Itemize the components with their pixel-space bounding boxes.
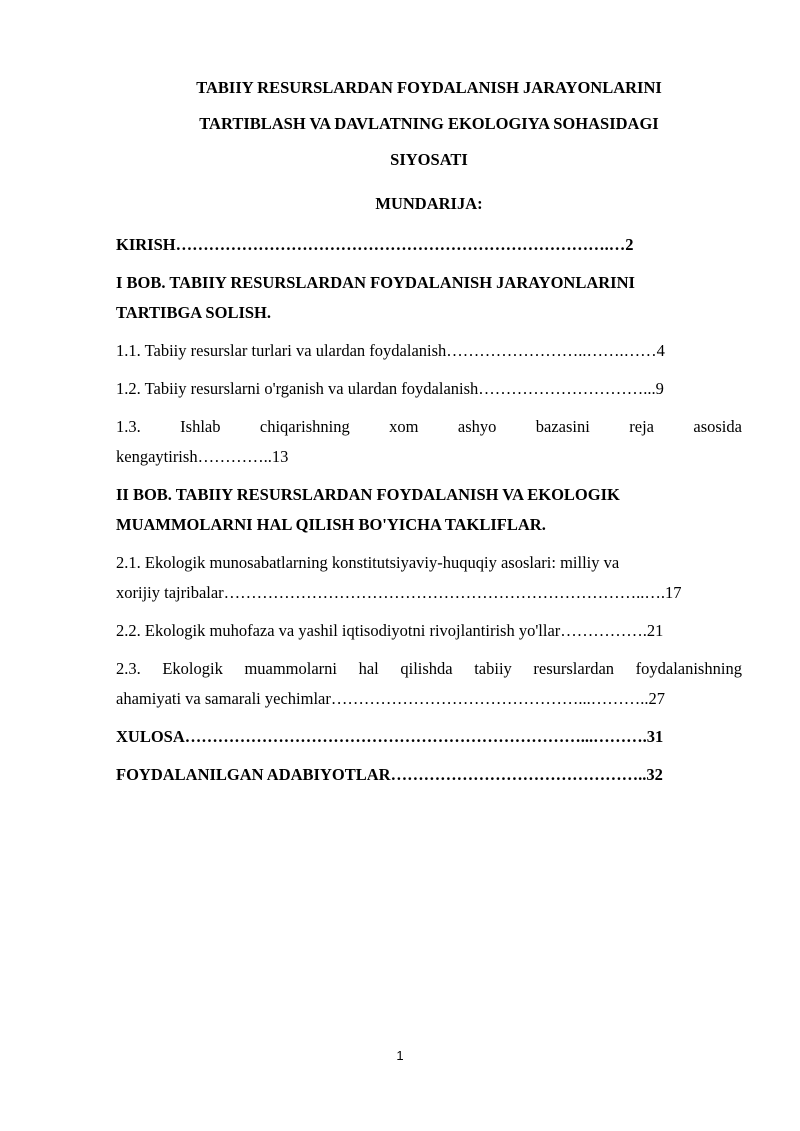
toc-entry-2-3 <box>116 654 742 714</box>
title-line-3: SIYOSATI <box>390 150 468 169</box>
word: chiqarishning <box>259 417 350 436</box>
word: ashyo <box>457 417 497 436</box>
word: tabiiy <box>474 659 512 678</box>
toc-entry-references: FOYDALANILGAN ADABIYOTLAR………………………………………..32 <box>116 765 663 784</box>
toc-entry-intro: KIRISH…………………………………………………………………….…2 <box>116 235 634 254</box>
word: 2.3. <box>116 659 141 678</box>
chapter-1-line-1: I BOB. TABIIY RESURSLARDAN FOYDALANISH JARAYONLARINI <box>116 273 635 292</box>
chapter-1-line-2: TARTIBGA SOLISH. <box>116 303 272 322</box>
word: qilishda <box>400 659 453 678</box>
word: Ekologik <box>162 659 223 678</box>
word: Ishlab <box>180 417 221 436</box>
toc-entry-1-1: 1.1. Tabiiy resurslar turlari va ulardan foydalanish……………………..…….……4 <box>116 341 665 360</box>
toc-entry-2-2: 2.2. Ekologik muhofaza va yashil iqtisodiyotni rivojlantirish yo'llar…………….21 <box>116 621 664 640</box>
toc-entry-1-2: 1.2. Tabiiy resurslarni o'rganish va ulardan foydalanish…………………………...9 <box>116 379 664 398</box>
word: resurslardan <box>533 659 615 678</box>
word: 1.3. <box>116 417 141 436</box>
toc-entry-2-3-line-1 <box>116 654 742 684</box>
toc-chapter-1 <box>116 268 742 328</box>
toc-entry-1-3 <box>116 412 742 472</box>
word: foydalanishning <box>635 659 742 678</box>
word: asosida <box>693 417 742 436</box>
word: xom <box>389 417 419 436</box>
toc-entry-1-3-line-2: kengaytirish…………..13 <box>116 447 289 466</box>
word: bazasini <box>535 417 590 436</box>
chapter-2-line-1: II BOB. TABIIY RESURSLARDAN FOYDALANISH VA EKOLOGIK <box>116 485 620 504</box>
chapter-2-line-2: MUAMMOLARNI HAL QILISH BO'YICHA TAKLIFLAR. <box>116 515 546 534</box>
toc-entry-1-3-line-1 <box>116 412 742 442</box>
toc-entry-2-1 <box>116 548 742 608</box>
toc-entry-2-1-line-2: xorijiy tajribalar…………………………………………………………………..….17 <box>116 583 682 602</box>
word: reja <box>629 417 654 436</box>
page-number: 1 <box>396 1048 404 1063</box>
title-line-2: TARTIBLASH VA DAVLATNING EKOLOGIYA SOHASIDAGI <box>199 114 659 133</box>
toc-entry-2-1-line-1: 2.1. Ekologik munosabatlarning konstitutsiyaviy-huquqiy asoslari: milliy va <box>116 553 620 572</box>
word: hal <box>358 659 379 678</box>
toc-entry-conclusion: XULOSA………………………………………………………………...……….31 <box>116 727 664 746</box>
toc-heading: MUNDARIJA: <box>375 194 483 213</box>
toc-chapter-2 <box>116 480 742 540</box>
word: muammolarni <box>244 659 338 678</box>
document-page <box>116 70 742 790</box>
document-title <box>116 70 742 178</box>
toc-entry-2-3-line-2: ahamiyati va samarali yechimlar………………………………………...………..27 <box>116 689 665 708</box>
title-line-1: TABIIY RESURSLARDAN FOYDALANISH JARAYONLARINI <box>196 78 662 97</box>
